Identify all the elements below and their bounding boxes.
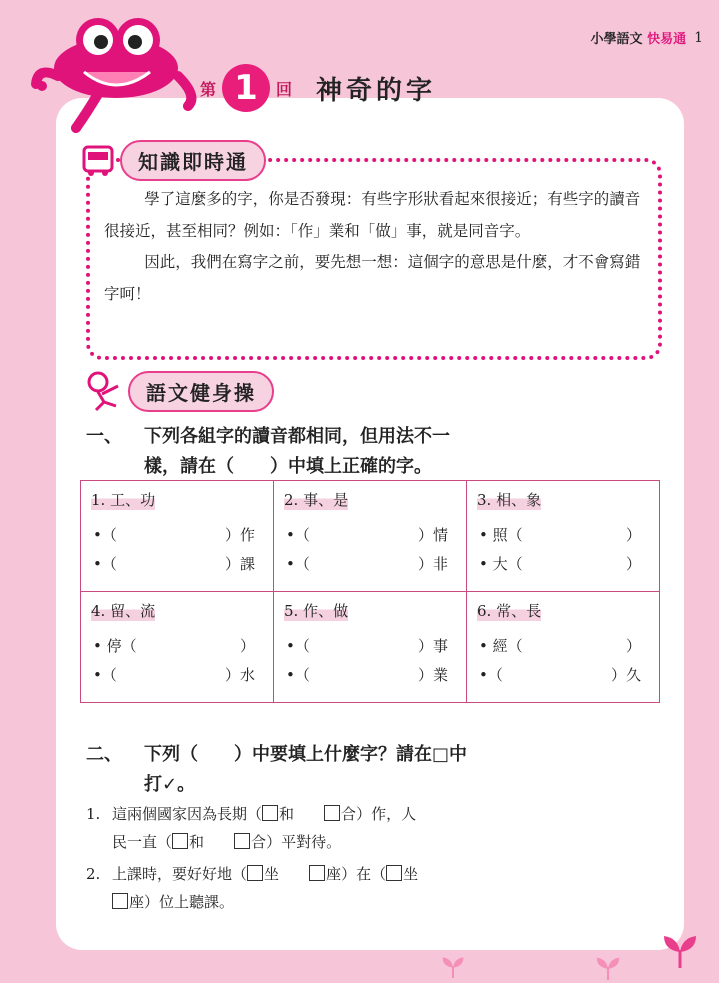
- chapter-heading: [200, 64, 436, 112]
- grid-cell[interactable]: [81, 592, 274, 703]
- chapter-number: 1: [222, 64, 270, 112]
- checkbox[interactable]: [386, 865, 402, 881]
- knowledge-paragraph-1: 學了這麼多的字，你是否發現：有些字形狀看起來很接近；有些字的讀音很接近，甚至相同？例如：「作」業和「做」事，就是同音字。: [104, 190, 641, 240]
- grid-blank[interactable]: •（ ）水: [93, 666, 255, 684]
- frog-mascot-icon: [28, 6, 208, 136]
- knowledge-text: [104, 184, 644, 310]
- checkbox[interactable]: [172, 833, 188, 849]
- exercising-figure-icon: [84, 370, 124, 412]
- grid-cell[interactable]: [274, 481, 467, 592]
- chapter-title: 神奇的字: [316, 75, 437, 106]
- answer-grid: [80, 480, 660, 703]
- question-2-line-1: 下列（ ）中要填上什麼字？請在□中: [144, 744, 468, 765]
- grid-blank[interactable]: •（ ）事: [286, 637, 448, 655]
- checkbox[interactable]: [234, 833, 250, 849]
- question-1-line-1: 下列各組字的讀音都相同，但用法不一: [144, 426, 450, 447]
- grid-blank[interactable]: • 大（ ）: [479, 555, 641, 573]
- grid-blank[interactable]: •（ ）作: [93, 526, 255, 544]
- series-header: [591, 28, 703, 47]
- grid-cell-title: 4. 留、流: [91, 602, 156, 620]
- series-title: 小學語文 快易通: [590, 32, 687, 47]
- knowledge-paragraph-2: 因此，我們在寫字之前，要先想一想：這個字的意思是什麼，才不會寫錯字呵！: [104, 253, 641, 303]
- list-item: 1. 這兩個國家因為長期（ 和 合）作，人 民一直（ 和 合）平對待。: [86, 805, 417, 851]
- question-1-number: 一、: [86, 426, 122, 447]
- sprout-icon: [440, 952, 466, 978]
- sprout-icon: [660, 928, 700, 968]
- grid-blank[interactable]: • 停（ ）: [93, 637, 255, 655]
- grid-cell[interactable]: [81, 481, 274, 592]
- checkbox[interactable]: [112, 893, 128, 909]
- grid-cell-title: 3. 相、象: [477, 491, 542, 509]
- grid-blank[interactable]: •（ ）課: [93, 555, 255, 573]
- grid-blank[interactable]: •（ ）情: [286, 526, 448, 544]
- question-2-number: 二、: [86, 744, 122, 765]
- grid-blank[interactable]: • 經（ ）: [479, 637, 641, 655]
- knowledge-title: 知識即時通: [120, 140, 266, 181]
- grid-blank[interactable]: •（ ）業: [286, 666, 448, 684]
- grid-cell[interactable]: [467, 481, 660, 592]
- question-2-items: [86, 800, 666, 916]
- page-number: 1: [694, 29, 703, 46]
- sprout-icon: [594, 952, 622, 980]
- bus-icon: [80, 143, 116, 179]
- exercise-title: 語文健身操: [128, 371, 274, 412]
- knowledge-heading: [80, 140, 266, 181]
- chapter-suffix: 回: [276, 79, 293, 99]
- question-1-line-2: 樣，請在（ ）中填上正確的字。: [144, 456, 432, 477]
- question-1: [86, 422, 676, 482]
- checkbox[interactable]: [324, 805, 340, 821]
- list-item: 2. 上課時，要好好地（ 坐 座）在（ 坐 座）位上聽課。: [86, 865, 419, 911]
- exercise-heading: [84, 370, 274, 412]
- question-2: [86, 740, 676, 800]
- grid-cell-title: 1. 工、功: [91, 491, 156, 509]
- checkbox[interactable]: [247, 865, 263, 881]
- question-2-line-2: 打✓。: [144, 774, 196, 795]
- grid-blank[interactable]: • 照（ ）: [479, 526, 641, 544]
- checkbox[interactable]: [309, 865, 325, 881]
- grid-cell[interactable]: [274, 592, 467, 703]
- grid-blank[interactable]: •（ ）非: [286, 555, 448, 573]
- grid-blank[interactable]: •（ ）久: [479, 666, 641, 684]
- chapter-prefix: 第: [200, 79, 217, 99]
- grid-cell-title: 6. 常、長: [477, 602, 542, 620]
- grid-cell[interactable]: [467, 592, 660, 703]
- checkbox[interactable]: [262, 805, 278, 821]
- grid-cell-title: 5. 作、做: [284, 602, 349, 620]
- grid-cell-title: 2. 事、是: [284, 491, 349, 509]
